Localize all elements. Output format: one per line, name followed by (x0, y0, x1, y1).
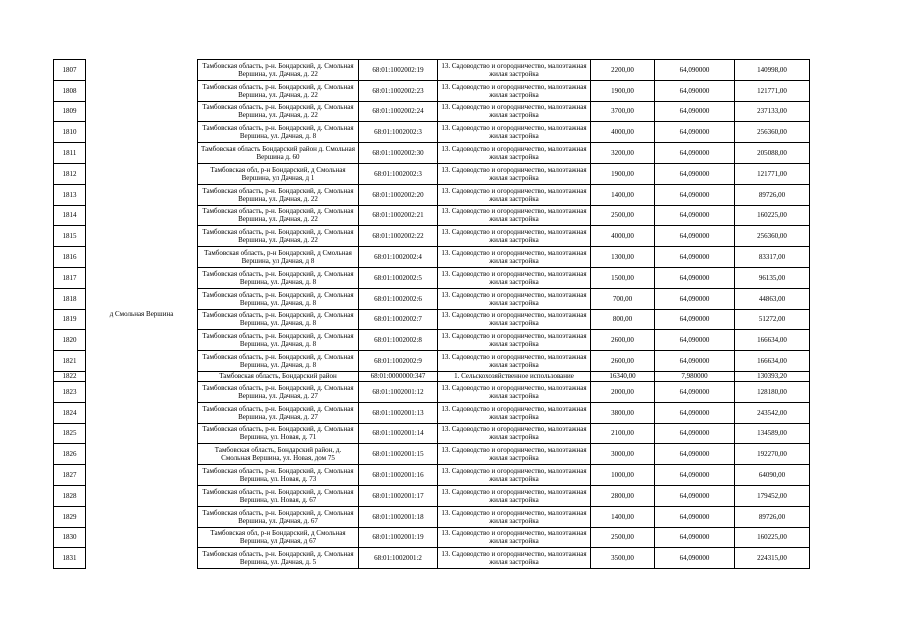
address-cell: Тамбовская область, р-н. Бондарский, д. Смольная Вершина, ул. Дачная, д. 27 (198, 402, 359, 423)
address-cell: Тамбовская область, р-н. Бондарский, д. Смольная Вершина, ул. Дачная, д. 22 (198, 60, 359, 81)
cadastral-value-cell: 192270,00 (735, 444, 810, 465)
cadastral-value-cell: 179452,00 (735, 485, 810, 506)
row-number-cell: 1822 (54, 371, 86, 381)
cadastral-value-cell: 134589,00 (735, 423, 810, 444)
specific-value-cell: 64,090000 (655, 101, 735, 122)
address-cell: Тамбовская область, р-н. Бондарский, д. Смольная Вершина, ул. Новая, д. 67 (198, 485, 359, 506)
address-cell: Тамбовская область, р-н. Бондарский, д. Смольная Вершина, ул. Дачная, д. 8 (198, 288, 359, 309)
land-use-cell: 13. Садоводство и огородничество, малоэтажная жилая застройка (438, 60, 591, 81)
cadastral-number-cell: 68:01:1002001:17 (359, 485, 438, 506)
address-cell: Тамбовская область, р-н. Бондарский, д. Смольная Вершина, ул. Дачная, д. 8 (198, 267, 359, 288)
cadastral-value-cell: 224315,00 (735, 548, 810, 569)
land-use-cell: 13. Садоводство и огородничество, малоэтажная жилая застройка (438, 402, 591, 423)
area-cell: 3500,00 (591, 548, 655, 569)
specific-value-cell: 64,090000 (655, 226, 735, 247)
address-cell: Тамбовская область, р-н. Бондарский, д. Смольная Вершина, ул. Дачная, д. 27 (198, 381, 359, 402)
cadastral-number-cell: 68:01:1002002:7 (359, 309, 438, 330)
cadastral-value-cell: 160225,00 (735, 205, 810, 226)
specific-value-cell: 64,090000 (655, 184, 735, 205)
cadastral-number-cell: 68:01:1002001:12 (359, 381, 438, 402)
cadastral-value-cell: 89726,00 (735, 184, 810, 205)
cadastral-value-cell: 121771,00 (735, 163, 810, 184)
area-cell: 2500,00 (591, 205, 655, 226)
specific-value-cell: 64,090000 (655, 548, 735, 569)
land-use-cell: 13. Садоводство и огородничество, малоэтажная жилая застройка (438, 163, 591, 184)
specific-value-cell: 64,090000 (655, 267, 735, 288)
specific-value-cell: 64,090000 (655, 80, 735, 101)
cadastral-number-cell: 68:01:1002002:5 (359, 267, 438, 288)
land-use-cell: 13. Садоводство и огородничество, малоэтажная жилая застройка (438, 267, 591, 288)
land-use-cell: 13. Садоводство и огородничество, малоэтажная жилая застройка (438, 226, 591, 247)
row-number-cell: 1825 (54, 423, 86, 444)
address-cell: Тамбовская область, р-н. Бондарский, д. Смольная Вершина, ул. Дачная, д. 22 (198, 184, 359, 205)
cadastral-value-table (53, 59, 810, 569)
address-cell: Тамбовская обл, р-н Бондарский, д Смольная Вершина, ул Дачная, д 1 (198, 163, 359, 184)
cadastral-number-cell: 68:01:1002002:21 (359, 205, 438, 226)
row-number-cell: 1814 (54, 205, 86, 226)
land-use-cell: 13. Садоводство и огородничество, малоэтажная жилая застройка (438, 527, 591, 548)
area-cell: 4000,00 (591, 122, 655, 143)
cadastral-value-cell: 89726,00 (735, 506, 810, 527)
specific-value-cell: 7,980000 (655, 371, 735, 381)
cadastral-number-cell: 68:01:1002001:14 (359, 423, 438, 444)
row-number-cell: 1818 (54, 288, 86, 309)
cadastral-value-cell: 243542,00 (735, 402, 810, 423)
land-use-cell: 13. Садоводство и огородничество, малоэтажная жилая застройка (438, 288, 591, 309)
area-cell: 2600,00 (591, 330, 655, 351)
area-cell: 2500,00 (591, 527, 655, 548)
address-cell: Тамбовская область, р-н. Бондарский, д. Смольная Вершина, ул. Дачная, д. 8 (198, 309, 359, 330)
area-cell: 16340,00 (591, 371, 655, 381)
cadastral-value-cell: 166634,00 (735, 351, 810, 372)
cadastral-number-cell: 68:01:1002001:2 (359, 548, 438, 569)
area-cell: 700,00 (591, 288, 655, 309)
land-use-cell: 13. Садоводство и огородничество, малоэтажная жилая застройка (438, 444, 591, 465)
address-cell: Тамбовская область, р-н. Бондарский, д. Смольная Вершина, ул. Дачная, д. 67 (198, 506, 359, 527)
row-number-cell: 1807 (54, 60, 86, 81)
specific-value-cell: 64,090000 (655, 205, 735, 226)
specific-value-cell: 64,090000 (655, 163, 735, 184)
address-cell: Тамбовская область, Бондарский район, д. Смольная Вершина, ул. Новая, дом 75 (198, 444, 359, 465)
address-cell: Тамбовская обл, р-н Бондарский, д Смольная Вершина, ул Дачная, д 67 (198, 527, 359, 548)
table-body (54, 60, 810, 569)
address-cell: Тамбовская область Бондарский район д. Смольная Вершина д. 60 (198, 143, 359, 164)
address-cell: Тамбовская область, р-н Бондарский, д Смольная Вершина, ул Дачная, д 8 (198, 247, 359, 268)
land-use-cell: 13. Садоводство и огородничество, малоэтажная жилая застройка (438, 101, 591, 122)
area-cell: 2000,00 (591, 381, 655, 402)
specific-value-cell: 64,090000 (655, 330, 735, 351)
specific-value-cell: 64,090000 (655, 309, 735, 330)
area-cell: 3200,00 (591, 143, 655, 164)
area-cell: 1400,00 (591, 506, 655, 527)
land-use-cell: 13. Садоводство и огородничество, малоэтажная жилая застройка (438, 309, 591, 330)
cadastral-value-cell: 64090,00 (735, 465, 810, 486)
area-cell: 1000,00 (591, 465, 655, 486)
specific-value-cell: 64,090000 (655, 423, 735, 444)
address-cell: Тамбовская область, р-н. Бондарский, д. Смольная Вершина, ул. Новая, д. 71 (198, 423, 359, 444)
row-number-cell: 1821 (54, 351, 86, 372)
cadastral-number-cell: 68:01:1002001:15 (359, 444, 438, 465)
cadastral-value-cell: 130393,20 (735, 371, 810, 381)
land-use-cell: 13. Садоводство и огородничество, малоэтажная жилая застройка (438, 381, 591, 402)
row-number-cell: 1809 (54, 101, 86, 122)
address-cell: Тамбовская область, р-н. Бондарский, д. Смольная Вершина, ул. Дачная, д. 22 (198, 101, 359, 122)
cadastral-number-cell: 68:01:1002002:24 (359, 101, 438, 122)
cadastral-number-cell: 68:01:1002001:16 (359, 465, 438, 486)
cadastral-value-cell: 160225,00 (735, 527, 810, 548)
row-number-cell: 1824 (54, 402, 86, 423)
row-number-cell: 1831 (54, 548, 86, 569)
cadastral-number-cell: 68:01:1002002:9 (359, 351, 438, 372)
land-use-cell: 13. Садоводство и огородничество, малоэтажная жилая застройка (438, 506, 591, 527)
cadastral-value-cell: 256360,00 (735, 226, 810, 247)
row-number-cell: 1812 (54, 163, 86, 184)
specific-value-cell: 64,090000 (655, 527, 735, 548)
cadastral-number-cell: 68:01:1002002:3 (359, 122, 438, 143)
land-use-cell: 13. Садоводство и огородничество, малоэтажная жилая застройка (438, 122, 591, 143)
area-cell: 3700,00 (591, 101, 655, 122)
specific-value-cell: 64,090000 (655, 143, 735, 164)
specific-value-cell: 64,090000 (655, 444, 735, 465)
land-use-cell: 13. Садоводство и огородничество, малоэтажная жилая застройка (438, 423, 591, 444)
row-number-cell: 1816 (54, 247, 86, 268)
address-cell: Тамбовская область, р-н. Бондарский, д. Смольная Вершина, ул. Дачная, д. 5 (198, 548, 359, 569)
area-cell: 4000,00 (591, 226, 655, 247)
cadastral-number-cell: 68:01:1002002:30 (359, 143, 438, 164)
cadastral-value-cell: 128180,00 (735, 381, 810, 402)
area-cell: 2200,00 (591, 60, 655, 81)
row-number-cell: 1830 (54, 527, 86, 548)
row-number-cell: 1820 (54, 330, 86, 351)
land-use-cell: 13. Садоводство и огородничество, малоэтажная жилая застройка (438, 485, 591, 506)
specific-value-cell: 64,090000 (655, 247, 735, 268)
cadastral-value-cell: 166634,00 (735, 330, 810, 351)
table-row (54, 60, 810, 81)
cadastral-number-cell: 68:01:1002002:8 (359, 330, 438, 351)
specific-value-cell: 64,090000 (655, 60, 735, 81)
land-use-cell: 13. Садоводство и огородничество, малоэтажная жилая застройка (438, 80, 591, 101)
row-number-cell: 1829 (54, 506, 86, 527)
cadastral-value-cell: 44863,00 (735, 288, 810, 309)
settlement-cell: д Смольная Вершина (86, 60, 198, 569)
cadastral-value-cell: 237133,00 (735, 101, 810, 122)
address-cell: Тамбовская область, р-н. Бондарский, д. Смольная Вершина, ул. Дачная, д. 8 (198, 351, 359, 372)
specific-value-cell: 64,090000 (655, 506, 735, 527)
cadastral-number-cell: 68:01:1002002:19 (359, 60, 438, 81)
land-use-cell: 13. Садоводство и огородничество, малоэтажная жилая застройка (438, 351, 591, 372)
cadastral-number-cell: 68:01:1002001:18 (359, 506, 438, 527)
row-number-cell: 1817 (54, 267, 86, 288)
cadastral-number-cell: 68:01:1002002:4 (359, 247, 438, 268)
address-cell: Тамбовская область, р-н. Бондарский, д. Смольная Вершина, ул. Дачная, д. 22 (198, 226, 359, 247)
cadastral-number-cell: 68:01:1002001:13 (359, 402, 438, 423)
area-cell: 3000,00 (591, 444, 655, 465)
row-number-cell: 1811 (54, 143, 86, 164)
area-cell: 2800,00 (591, 485, 655, 506)
row-number-cell: 1826 (54, 444, 86, 465)
row-number-cell: 1808 (54, 80, 86, 101)
area-cell: 2600,00 (591, 351, 655, 372)
row-number-cell: 1823 (54, 381, 86, 402)
cadastral-number-cell: 68:01:1002002:23 (359, 80, 438, 101)
cadastral-value-cell: 51272,00 (735, 309, 810, 330)
cadastral-value-cell: 256360,00 (735, 122, 810, 143)
land-use-cell: 13. Садоводство и огородничество, малоэтажная жилая застройка (438, 330, 591, 351)
row-number-cell: 1813 (54, 184, 86, 205)
land-use-cell: 1. Сельскохозяйственное использование (438, 371, 591, 381)
cadastral-number-cell: 68:01:0000000:347 (359, 371, 438, 381)
row-number-cell: 1828 (54, 485, 86, 506)
specific-value-cell: 64,090000 (655, 381, 735, 402)
address-cell: Тамбовская область, Бондарский район (198, 371, 359, 381)
specific-value-cell: 64,090000 (655, 465, 735, 486)
cadastral-value-cell: 140998,00 (735, 60, 810, 81)
cadastral-value-cell: 121771,00 (735, 80, 810, 101)
area-cell: 1900,00 (591, 163, 655, 184)
land-use-cell: 13. Садоводство и огородничество, малоэтажная жилая застройка (438, 548, 591, 569)
cadastral-number-cell: 68:01:1002002:3 (359, 163, 438, 184)
area-cell: 2100,00 (591, 423, 655, 444)
address-cell: Тамбовская область, р-н. Бондарский, д. Смольная Вершина, ул. Дачная, д. 8 (198, 122, 359, 143)
specific-value-cell: 64,090000 (655, 402, 735, 423)
address-cell: Тамбовская область, р-н. Бондарский, д. Смольная Вершина, ул. Дачная, д. 22 (198, 80, 359, 101)
area-cell: 1900,00 (591, 80, 655, 101)
row-number-cell: 1819 (54, 309, 86, 330)
specific-value-cell: 64,090000 (655, 485, 735, 506)
land-use-cell: 13. Садоводство и огородничество, малоэтажная жилая застройка (438, 247, 591, 268)
row-number-cell: 1827 (54, 465, 86, 486)
area-cell: 1500,00 (591, 267, 655, 288)
area-cell: 1400,00 (591, 184, 655, 205)
area-cell: 800,00 (591, 309, 655, 330)
land-use-cell: 13. Садоводство и огородничество, малоэтажная жилая застройка (438, 184, 591, 205)
cadastral-value-cell: 205088,00 (735, 143, 810, 164)
area-cell: 3800,00 (591, 402, 655, 423)
land-use-cell: 13. Садоводство и огородничество, малоэтажная жилая застройка (438, 465, 591, 486)
cadastral-number-cell: 68:01:1002002:6 (359, 288, 438, 309)
cadastral-value-cell: 96135,00 (735, 267, 810, 288)
address-cell: Тамбовская область, р-н. Бондарский, д. Смольная Вершина, ул. Дачная, д. 22 (198, 205, 359, 226)
cadastral-number-cell: 68:01:1002002:20 (359, 184, 438, 205)
cadastral-number-cell: 68:01:1002002:22 (359, 226, 438, 247)
land-use-cell: 13. Садоводство и огородничество, малоэтажная жилая застройка (438, 143, 591, 164)
specific-value-cell: 64,090000 (655, 122, 735, 143)
row-number-cell: 1815 (54, 226, 86, 247)
specific-value-cell: 64,090000 (655, 288, 735, 309)
address-cell: Тамбовская область, р-н. Бондарский, д. Смольная Вершина, ул. Дачная, д. 8 (198, 330, 359, 351)
land-use-cell: 13. Садоводство и огородничество, малоэтажная жилая застройка (438, 205, 591, 226)
cadastral-number-cell: 68:01:1002001:19 (359, 527, 438, 548)
row-number-cell: 1810 (54, 122, 86, 143)
specific-value-cell: 64,090000 (655, 351, 735, 372)
cadastral-value-cell: 83317,00 (735, 247, 810, 268)
address-cell: Тамбовская область, р-н. Бондарский, д. Смольная Вершина, ул. Новая, д. 73 (198, 465, 359, 486)
area-cell: 1300,00 (591, 247, 655, 268)
